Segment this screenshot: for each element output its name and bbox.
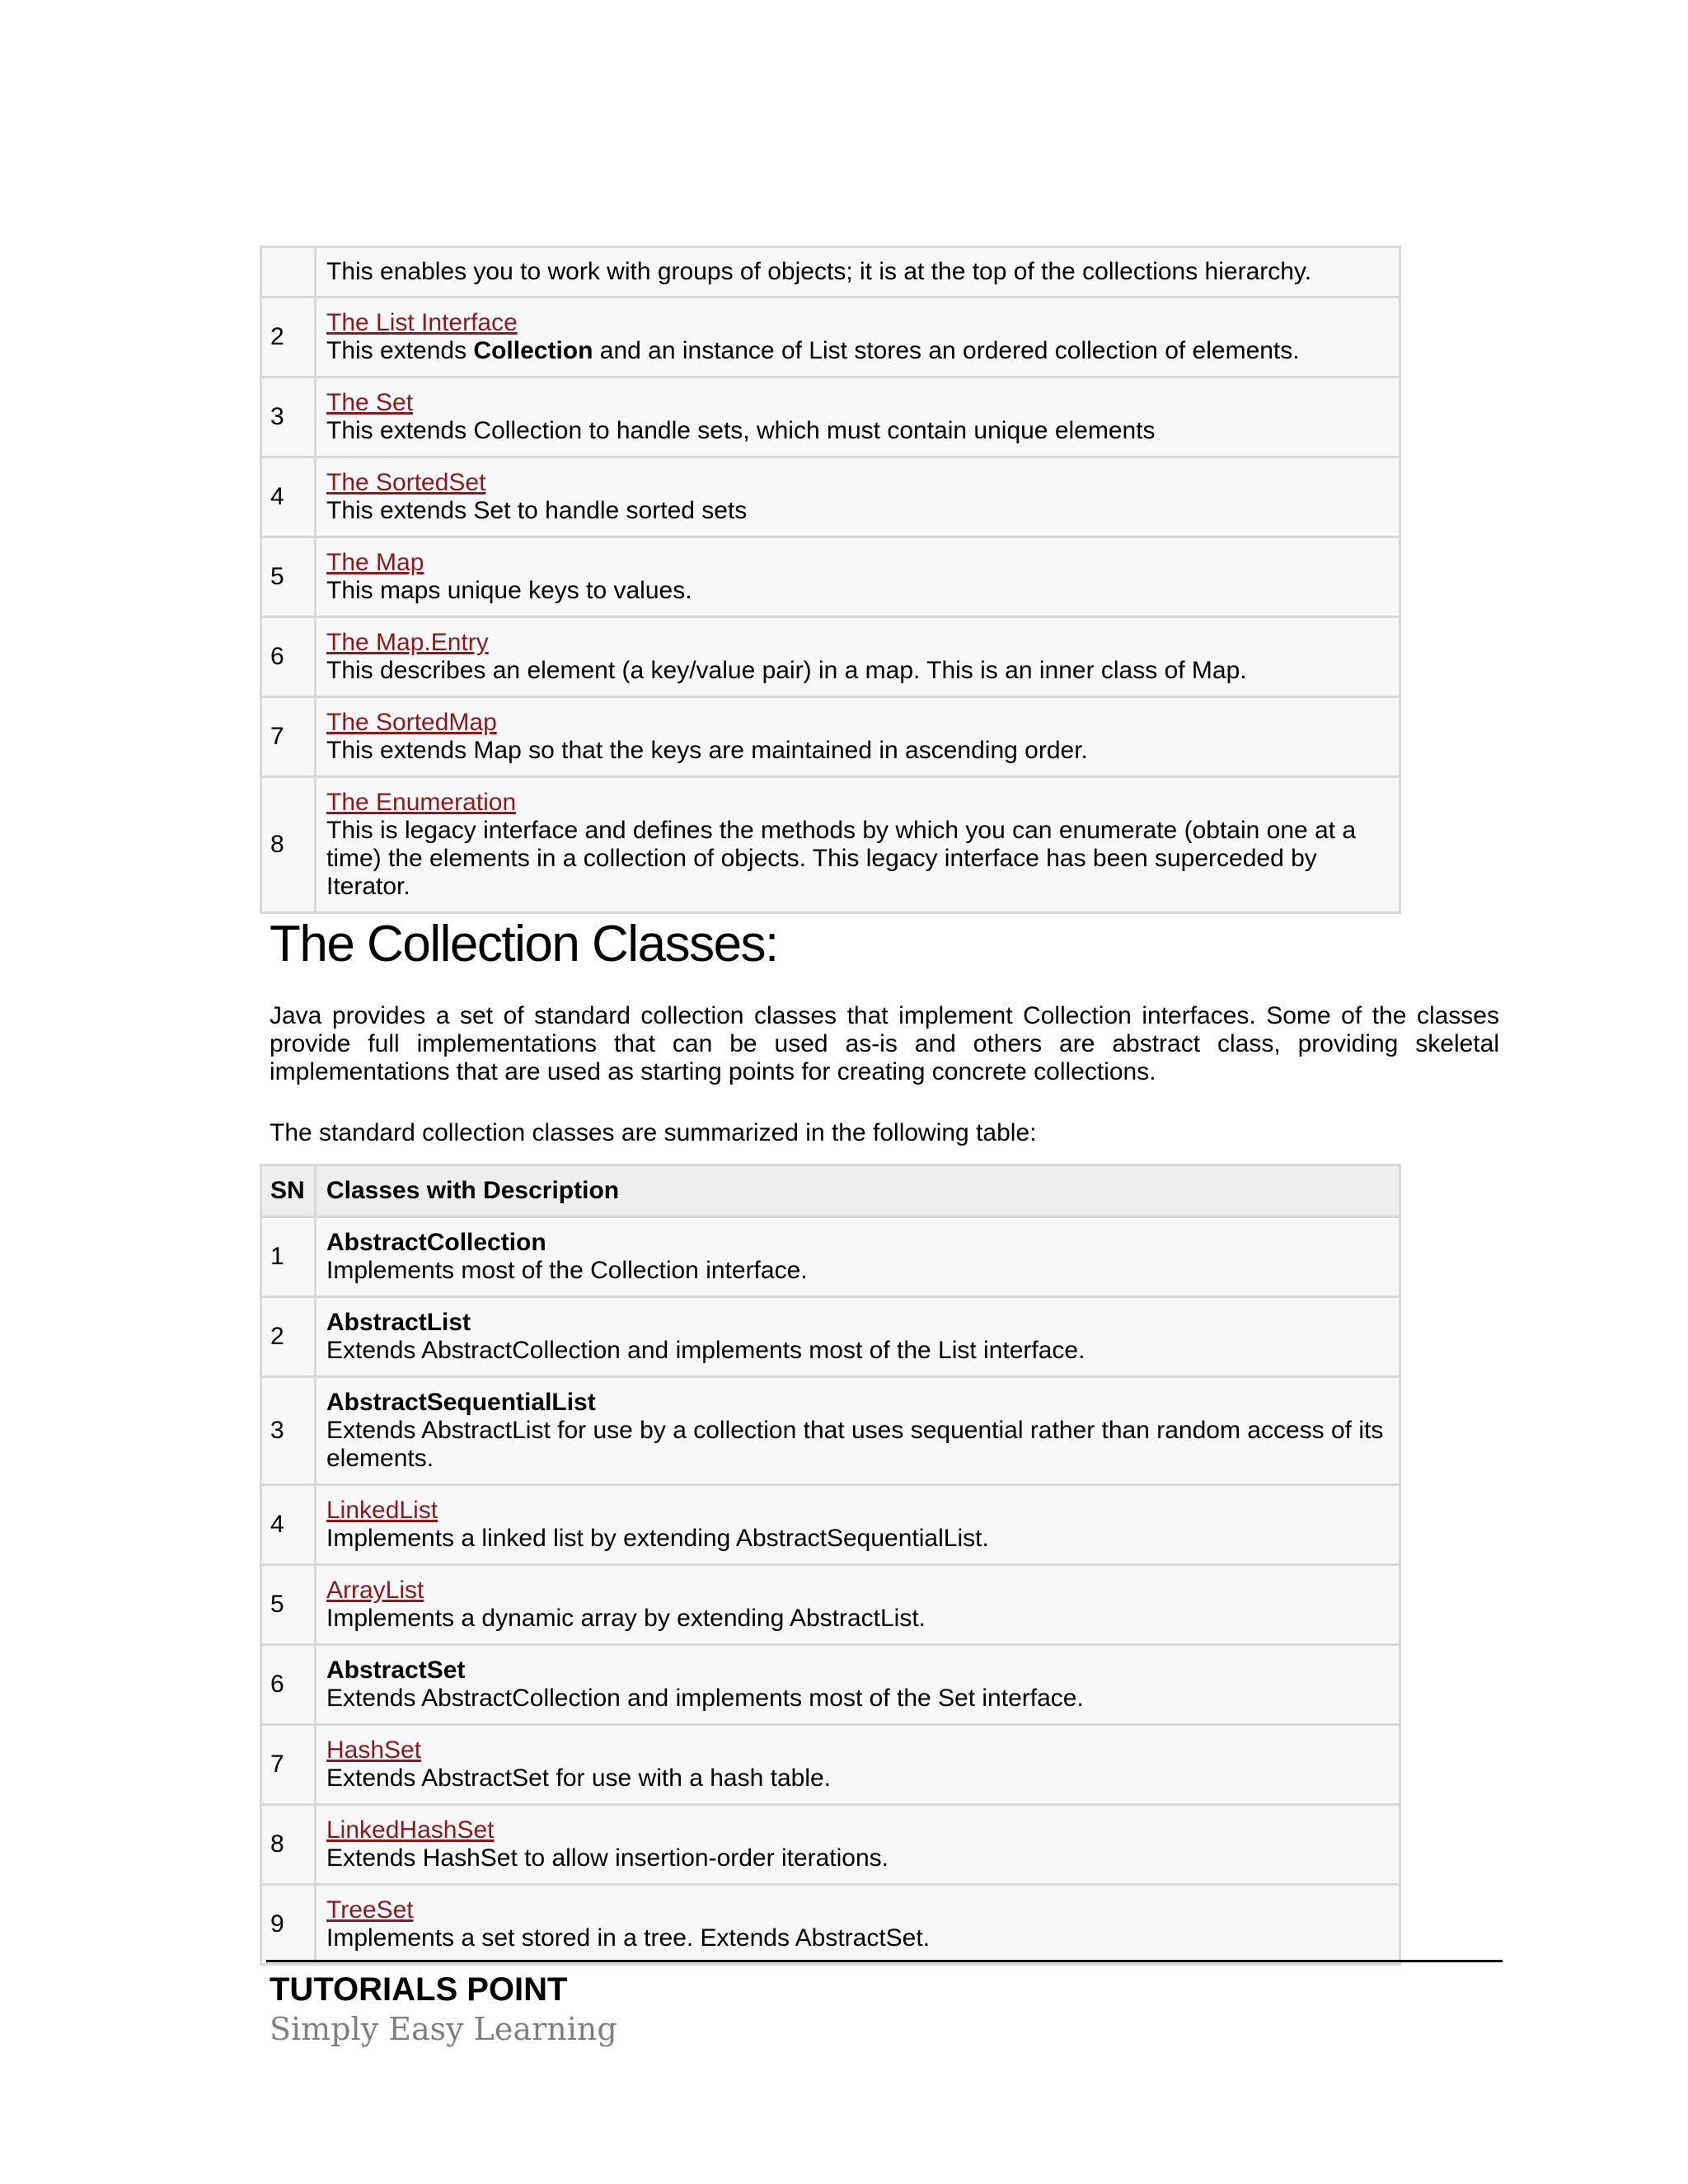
sortedmap-link[interactable]: The SortedMap (326, 709, 497, 736)
description-text: This enables you to work with groups of objects; it is at the top of the collections hierarchy. (326, 258, 1312, 285)
description-text: This extends Collection to handle sets, which must contain unique elements (326, 417, 1156, 444)
description-text: This extends Map so that the keys are maintained in ascending order. (326, 737, 1088, 764)
table-row (261, 377, 1400, 457)
row-number: 7 (261, 697, 316, 777)
row-number: 9 (261, 1885, 316, 1965)
enumeration-link[interactable]: The Enumeration (326, 789, 517, 816)
row-description (316, 247, 1400, 298)
description-part: This extends (326, 337, 474, 364)
table-row (261, 1377, 1400, 1485)
description-text: Extends HashSet to allow insertion-order iterations. (326, 1844, 889, 1872)
row-description (316, 1885, 1400, 1965)
column-header-sn: SN (261, 1165, 316, 1217)
row-description (316, 537, 1400, 617)
row-number: 5 (261, 537, 316, 617)
linkedhashset-link[interactable]: LinkedHashSet (326, 1816, 495, 1844)
footer-tagline: Simply Easy Learning (270, 2011, 617, 2047)
row-description (316, 777, 1400, 913)
table-row (261, 777, 1400, 913)
class-name: AbstractSet (326, 1657, 466, 1684)
table-row (261, 1565, 1400, 1645)
row-description (316, 617, 1400, 697)
description-text: Implements a set stored in a tree. Extends AbstractSet. (326, 1924, 931, 1952)
description-text: This maps unique keys to values. (326, 577, 692, 604)
row-description (316, 298, 1400, 377)
footer-brand: TUTORIALS POINT (270, 1971, 568, 2008)
description-text: Extends AbstractCollection and implements most of the Set interface. (326, 1685, 1084, 1712)
row-description (316, 1217, 1400, 1297)
description-text: Implements a linked list by extending AbstractSequentialList. (326, 1525, 989, 1552)
row-number: 3 (261, 377, 316, 457)
table-intro-paragraph: The standard collection classes are summarized in the following table: (270, 1119, 1037, 1146)
row-description (316, 1485, 1400, 1565)
map-link[interactable]: The Map (326, 549, 424, 576)
row-description (316, 377, 1400, 457)
description-text-line-1: Extends AbstractList for use by a collection that uses sequential rather than random access of its (326, 1417, 1384, 1444)
description-text-line-3: Iterator. (326, 873, 410, 900)
row-description (316, 697, 1400, 777)
table-row (261, 1645, 1400, 1725)
class-name: AbstractSequentialList (326, 1389, 596, 1416)
table-row (261, 457, 1400, 537)
intro-paragraph: Java provides a set of standard collection classes that implement Collection interfaces. Some of the classes provide full implementations that can be used as-is and others are abstract class, providing skeletal implementations that are used as starting points for creating concrete collections. (270, 1002, 1499, 1085)
table-row (261, 617, 1400, 697)
row-description (316, 457, 1400, 537)
row-number: 1 (261, 1217, 316, 1297)
row-number: 2 (261, 1297, 316, 1377)
row-number: 6 (261, 617, 316, 697)
table-row (261, 1725, 1400, 1805)
list-interface-link[interactable]: The List Interface (326, 309, 518, 336)
description-text: Extends AbstractCollection and implements most of the List interface. (326, 1337, 1085, 1364)
description-text-line-1: This is legacy interface and defines the methods by which you can enumerate (obtain one at a (326, 817, 1357, 844)
table-row (261, 1485, 1400, 1565)
row-number: 4 (261, 457, 316, 537)
table-row (261, 697, 1400, 777)
description-text (326, 337, 1389, 365)
table-row (261, 1297, 1400, 1377)
row-number: 2 (261, 298, 316, 377)
row-number: 8 (261, 777, 316, 913)
class-name: AbstractCollection (326, 1229, 546, 1256)
row-number: 8 (261, 1805, 316, 1885)
row-description (316, 1805, 1400, 1885)
row-number: 5 (261, 1565, 316, 1645)
set-link[interactable]: The Set (326, 389, 414, 416)
footer-divider (266, 1960, 1503, 1962)
row-description (316, 1645, 1400, 1725)
row-number: 6 (261, 1645, 316, 1725)
table-row (261, 298, 1400, 377)
table-row (261, 1805, 1400, 1885)
description-text-line-2: elements. (326, 1445, 434, 1472)
map-entry-link[interactable]: The Map.Entry (326, 629, 489, 656)
description-text: Implements a dynamic array by extending AbstractList. (326, 1605, 926, 1632)
row-number: 7 (261, 1725, 316, 1805)
description-bold-term: Collection (473, 337, 593, 364)
description-text: Extends AbstractSet for use with a hash table. (326, 1765, 832, 1792)
description-text: This describes an element (a key/value pair) in a map. This is an inner class of Map. (326, 657, 1247, 684)
row-number (261, 247, 316, 298)
classes-table (260, 1164, 1401, 1966)
row-number: 4 (261, 1485, 316, 1565)
table-header-row (261, 1165, 1400, 1217)
row-description (316, 1565, 1400, 1645)
row-description (316, 1377, 1400, 1485)
row-description (316, 1725, 1400, 1805)
hashset-link[interactable]: HashSet (326, 1736, 422, 1764)
table-row (261, 537, 1400, 617)
description-text-line-2: time) the elements in a collection of objects. This legacy interface has been superceded by (326, 845, 1317, 872)
description-part: and an instance of List stores an ordered collection of elements. (593, 337, 1300, 364)
table-row (261, 1217, 1400, 1297)
interfaces-table (260, 246, 1401, 914)
treeset-link[interactable]: TreeSet (326, 1896, 414, 1924)
row-description (316, 1297, 1400, 1377)
table-row (261, 247, 1400, 298)
sortedset-link[interactable]: The SortedSet (326, 469, 486, 496)
column-header-description: Classes with Description (316, 1165, 1400, 1217)
description-text: Implements most of the Collection interface. (326, 1257, 808, 1284)
linkedlist-link[interactable]: LinkedList (326, 1497, 438, 1524)
section-heading: The Collection Classes: (270, 916, 778, 972)
row-number: 3 (261, 1377, 316, 1485)
arraylist-link[interactable]: ArrayList (326, 1577, 424, 1604)
class-name: AbstractList (326, 1309, 471, 1336)
table-row (261, 1885, 1400, 1965)
description-text: This extends Set to handle sorted sets (326, 497, 748, 524)
